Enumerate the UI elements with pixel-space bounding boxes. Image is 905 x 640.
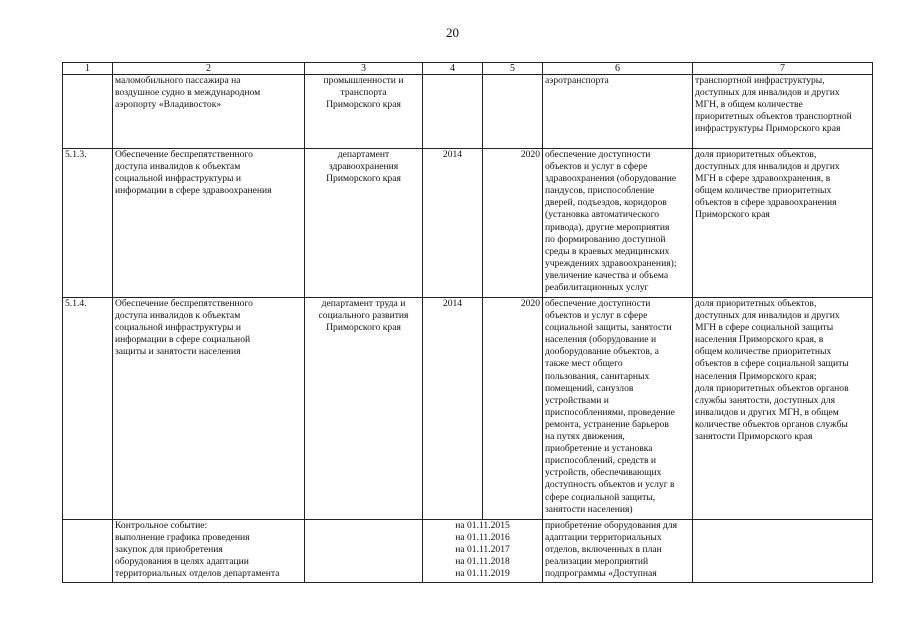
start-year-cell: 2014 [423,149,483,298]
executor-cell: департамент труда и социального развития Приморского края [305,298,423,520]
end-year-cell: 2020 [483,298,543,520]
column-header: 4 [423,63,483,75]
executor-cell [305,520,423,583]
column-header: 1 [63,63,113,75]
table-row [63,298,873,520]
item-number-cell: 5.1.3. [63,149,113,298]
expected-result-cell: приобретение оборудования для адаптации территориальных отделов, включенных в план реализации мероприятий подпрограммы «Доступная [543,520,693,583]
column-header: 2 [113,63,305,75]
item-number-cell [63,520,113,583]
program-activities-table [62,62,873,583]
indicator-cell: доля приоритетных объектов, доступных для инвалидов и других МГН в сфере здравоохранения, в общем количестве приоритетных объектов в сфере здравоохранения Приморского края [693,149,873,298]
table-row [63,75,873,149]
item-number-cell [63,75,113,149]
header-row [63,63,873,75]
column-header: 6 [543,63,693,75]
indicator-cell: доля приоритетных объектов, доступных для инвалидов и других МГН в сфере социальной защиты населения Приморского края, в общем количестве приоритетных объектов в сфере социальной защиты населения Приморского края; доля приоритетных объектов органов службы занятости, доступных для инвалидов и других МГН, в общем количестве объектов органов службы занятости Приморского края [693,298,873,520]
activity-name-cell: Обеспечение беспрепятственного доступа инвалидов к объектам социальной инфраструктуры и информации в сфере социальной защиты и занятости населения [113,298,305,520]
item-number-cell: 5.1.4. [63,298,113,520]
control-dates-cell: на 01.11.2015 на 01.11.2016 на 01.11.2017 на 01.11.2018 на 01.11.2019 [423,520,543,583]
activity-name-cell: Контрольное событие: выполнение графика проведения закупок для приобретения оборудования в целях адаптации территориальных отделов департамента [113,520,305,583]
executor-cell: департамент здравоохранения Приморского края [305,149,423,298]
page-number: 20 [446,25,459,40]
column-header: 7 [693,63,873,75]
expected-result-cell: обеспечение доступности объектов и услуг в сфере здравоохранения (оборудование пандусов, приспособление дверей, подъездов, коридоров (установка автоматического привода), другие мероприятия по формированию доступной среды в краевых медицинских учреждениях здравоохранения); увеличение качества и объема реабилитационных услуг [543,149,693,298]
column-header: 3 [305,63,423,75]
activity-name-cell: маломобильного пассажира на воздушное судно в международном аэропорту «Владивосток» [113,75,305,149]
table-row [63,149,873,298]
table-row [63,520,873,583]
indicator-cell: транспортной инфраструктуры, доступных для инвалидов и других МГН, в общем количестве приоритетных объектов транспортной инфраструктуры Приморского края [693,75,873,149]
indicator-cell [693,520,873,583]
expected-result-cell: обеспечение доступности объектов и услуг в сфере социальной защиты, занятости населения (оборудование и дооборудование объектов, а также мест общего пользования, санитарных помещений, санузлов устройствами и приспособлениями, проведение ремонта, устранение барьеров на путях движения, приобретение и установка приспособлений, средств и устройств, обеспечивающих доступность объектов и услуг в сфере социальной защиты, занятости населения) [543,298,693,520]
activity-name-cell: Обеспечение беспрепятственного доступа инвалидов к объектам социальной инфраструктуры и информации в сфере здравоохранения [113,149,305,298]
expected-result-cell: аэротранспорта [543,75,693,149]
end-year-cell: 2020 [483,149,543,298]
start-year-cell: 2014 [423,298,483,520]
column-header: 5 [483,63,543,75]
executor-cell: промышленности и транспорта Приморского края [305,75,423,149]
end-year-cell [483,75,543,149]
start-year-cell [423,75,483,149]
